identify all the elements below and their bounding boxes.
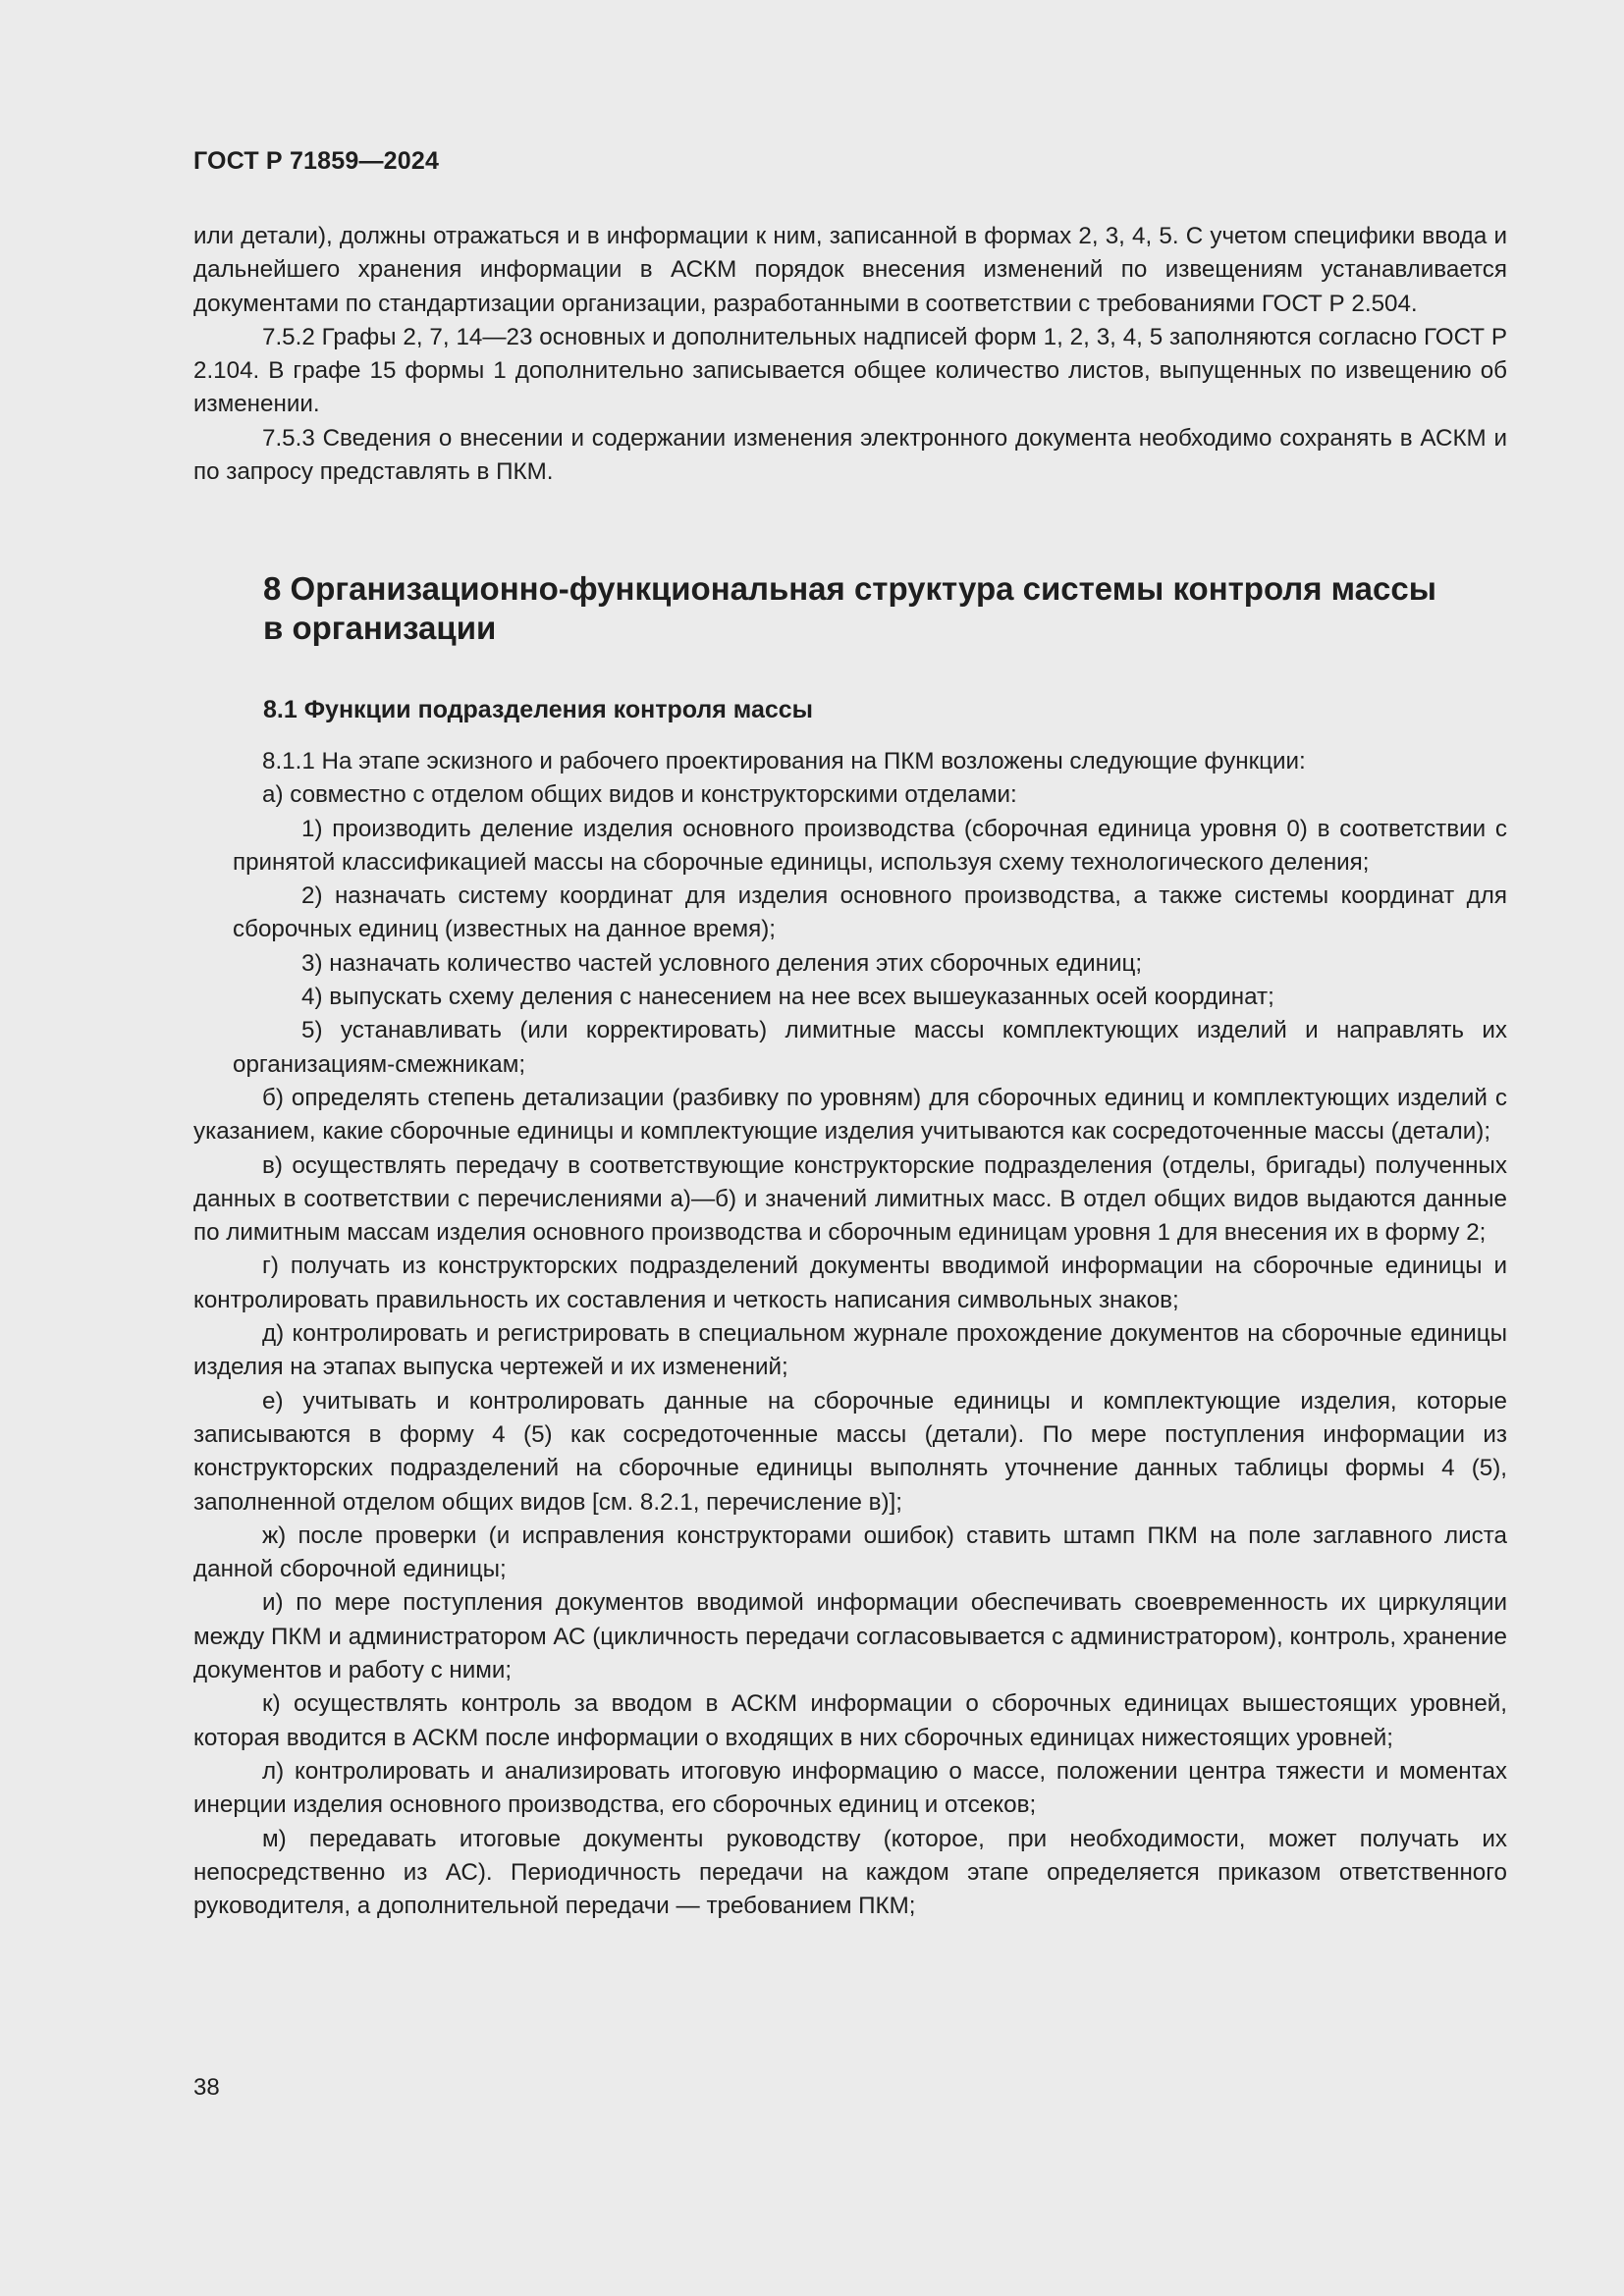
section-8-1-paragraph: 5) устанавливать (или корректировать) лимитные массы комплектующих изделий и направлять их организациям-смежникам; bbox=[233, 1017, 1507, 1078]
section-8-1-paragraph: а) совместно с отделом общих видов и конструкторскими отделами: bbox=[262, 781, 1017, 809]
section-8-1-paragraph: е) учитывать и контролировать данные на сборочные единицы и комплектующие изделия, которые записываются в форму 4 (5) как сосредоточенные массы (детали). По мере поступления информации из конструкторских подразделений на сборочные единицы выполнять уточнение данных таблицы формы 4 (5), заполненной отделом общих видов [см. 8.2.1, перечисление в)]; bbox=[193, 1387, 1507, 1516]
section-8-1-paragraph: 1) производить деление изделия основного производства (сборочная единица уровня 0) в соответствии с принятой классификацией массы на сборочные единицы, используя схему технологического деления; bbox=[233, 815, 1507, 876]
section-8-1-paragraph: л) контролировать и анализировать итоговую информацию о массе, положении центра тяжести и моментах инерции изделия основного производства, его сборочных единиц и отсеков; bbox=[193, 1757, 1507, 1819]
section-8-heading bbox=[263, 569, 1500, 648]
section-8-1-paragraph: б) определять степень детализации (разбивку по уровням) для сборочных единиц и комплектующих изделий с указанием, какие сборочные единицы и комплектующие изделия учитываются как сосредоточенные массы (детали); bbox=[193, 1084, 1507, 1146]
section-8-1-paragraph: 8.1.1 На этапе эскизного и рабочего проектирования на ПКМ возложены следующие функции: bbox=[262, 748, 1306, 774]
section-8-1-paragraph: 3) назначать количество частей условного деления этих сборочных единиц; bbox=[301, 949, 1143, 977]
intro-paragraph: или детали), должны отражаться и в информации к ним, записанной в формах 2, 3, 4, 5. С учетом специфики ввода и дальнейшего хранения информации в АСКМ порядок внесения изменений по извещениям устанавливается документами по стандартизации организации, разработанными в соответствии с требованиями ГОСТ Р 2.504. bbox=[193, 223, 1507, 317]
section-8-heading-line-1: 8 Организационно-функциональная структура системы контроля массы bbox=[263, 570, 1436, 607]
section-8-1-heading: 8.1 Функции подразделения контроля массы bbox=[263, 696, 814, 723]
section-8-1-text-block bbox=[193, 745, 1507, 1923]
section-8-heading-line-2: в организации bbox=[263, 610, 497, 646]
section-8-1-paragraph: г) получать из конструкторских подразделений документы вводимой информации на сборочные единицы и контролировать правильность их составления и четкость написания символьных знаков; bbox=[193, 1253, 1507, 1313]
intro-paragraph: 7.5.2 Графы 2, 7, 14—23 основных и дополнительных надписей форм 1, 2, 3, 4, 5 заполняются согласно ГОСТ Р 2.104. В графе 15 формы 1 дополнительно записывается общее количество листов, выпущенных по извещению об изменении. bbox=[193, 323, 1507, 418]
section-8-1-paragraph: 4) выпускать схему деления с нанесением на нее всех вышеуказанных осей координат; bbox=[301, 984, 1274, 1011]
section-8-1-paragraph: и) по мере поступления документов вводимой информации обеспечивать своевременность их циркуляции между ПКМ и администратором АС (цикличность передачи согласовывается с администратором), контроль, хранение документов и работу с ними; bbox=[193, 1589, 1507, 1684]
section-8-1-paragraph: ж) после проверки (и исправления конструкторами ошибок) ставить штамп ПКМ на поле заглавного листа данной сборочной единицы; bbox=[193, 1522, 1507, 1583]
section-8-1-paragraph: в) осуществлять передачу в соответствующие конструкторские подразделения (отделы, бригады) полученных данных в соответствии с перечислениями а)—б) и значений лимитных масс. В отдел общих видов выдаются данные по лимитным массам изделия основного производства и сборочным единицам уровня 1 для внесения их в форму 2; bbox=[193, 1151, 1507, 1247]
intro-paragraph: 7.5.3 Сведения о внесении и содержании изменения электронного документа необходимо сохранять в АСКМ и по запросу представлять в ПКМ. bbox=[193, 424, 1507, 486]
section-8-1-paragraph: д) контролировать и регистрировать в специальном журнале прохождение документов на сборочные единицы изделия на этапах выпуска чертежей и их изменений; bbox=[193, 1320, 1507, 1381]
page-number: 38 bbox=[193, 2074, 220, 2101]
section-8-1-paragraph: м) передавать итоговые документы руководству (которое, при необходимости, может получать их непосредственно из АС). Периодичность передачи на каждом этапе определяется приказом ответственного руководителя, а дополнительной передачи — требованием ПКМ; bbox=[193, 1825, 1507, 1920]
intro-text-block bbox=[193, 220, 1507, 489]
section-8-1-paragraph: 2) назначать систему координат для изделия основного производства, а также системы координат для сборочных единиц (известных на данное время); bbox=[233, 882, 1507, 943]
document-code-header: ГОСТ Р 71859—2024 bbox=[193, 147, 440, 175]
section-8-1-paragraph: к) осуществлять контроль за вводом в АСКМ информации о сборочных единицах вышестоящих уровней, которая вводится в АСКМ после информации о входящих в них сборочных единицах нижестоящих уровней; bbox=[193, 1690, 1507, 1751]
